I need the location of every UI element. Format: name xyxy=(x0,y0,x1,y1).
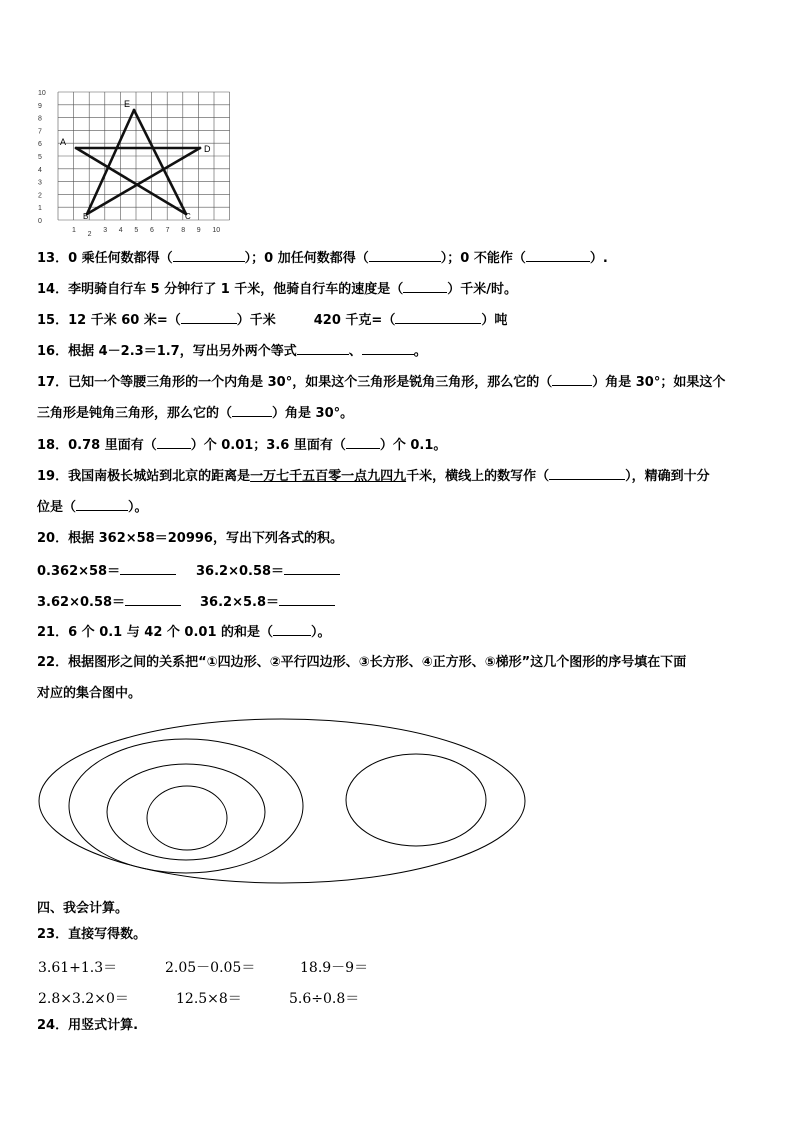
q23-expr-4: 2.8×3.2×0＝ xyxy=(38,991,129,1007)
question-21 xyxy=(37,623,331,642)
y-tick-label: 9 xyxy=(38,102,42,110)
question-20-row-1b xyxy=(196,562,340,581)
q23-expr-3: 18.9－9＝ xyxy=(300,960,369,976)
y-tick-label: 8 xyxy=(38,115,42,123)
question-17-line-2 xyxy=(37,404,353,423)
q20-blank-4[interactable] xyxy=(279,593,335,606)
x-tick-label: 4 xyxy=(118,227,123,234)
q13-blank-2[interactable] xyxy=(369,249,441,262)
question-15 xyxy=(37,311,507,330)
q13-text-2: ）；0 加任何数都得（ xyxy=(244,251,369,266)
y-tick-label: 2 xyxy=(38,192,42,200)
y-axis-labels xyxy=(38,90,46,225)
question-18 xyxy=(37,436,446,455)
q14-blank-1[interactable] xyxy=(403,280,447,293)
q19-blank-1[interactable] xyxy=(549,467,625,480)
x-tick-label: 9 xyxy=(196,227,201,234)
q19-text-1: 19．我国南极长城站到北京的距离是 xyxy=(37,469,251,484)
set-ellipse-3 xyxy=(107,764,265,860)
q19-blank-2[interactable] xyxy=(76,498,128,511)
q15-text-1: 15．12 千米 60 米=（ xyxy=(37,313,181,328)
y-tick-label: 1 xyxy=(38,205,42,213)
question-20-row-1 xyxy=(37,562,176,581)
question-17-line-1 xyxy=(37,373,725,392)
q20-expr-2: 36.2×0.58＝ xyxy=(196,564,285,579)
x-tick-label: 7 xyxy=(165,227,170,234)
q16-text-2: 、 xyxy=(348,344,362,359)
q20-expr-3: 3.62×0.58＝ xyxy=(37,595,126,610)
set-ellipse-right xyxy=(346,754,486,846)
y-tick-label: 4 xyxy=(38,166,42,174)
point-label-b: B xyxy=(83,212,89,221)
q18-text-3: ）个 0.1。 xyxy=(379,438,447,453)
q19-text-2: 千米，横线上的数写作（ xyxy=(406,469,550,484)
x-tick-label: 3 xyxy=(103,227,108,234)
star-edge-be xyxy=(87,110,134,214)
section-4-heading: 四、我会计算。 xyxy=(37,901,129,916)
grid-lines xyxy=(58,92,230,220)
y-tick-label: 6 xyxy=(38,141,42,149)
q18-blank-1[interactable] xyxy=(157,436,191,449)
question-19-line-1 xyxy=(37,467,710,486)
set-diagram xyxy=(30,712,535,894)
q14-text-1: 14．李明骑自行车 5 分钟行了 1 千米，他骑自行车的速度是（ xyxy=(37,282,404,297)
question-20-row-2 xyxy=(37,593,181,612)
q19-text-4: 位是（ xyxy=(37,500,77,515)
q13-blank-1[interactable] xyxy=(173,249,245,262)
point-label-c: C xyxy=(185,212,191,221)
q18-blank-2[interactable] xyxy=(346,436,380,449)
q16-blank-1[interactable] xyxy=(297,342,349,355)
x-tick-label: 8 xyxy=(181,227,186,234)
q23-expr-6: 5.6÷0.8＝ xyxy=(289,991,360,1007)
q13-text-1: 13．0 乘任何数都得（ xyxy=(37,251,173,266)
q16-text-3: 。 xyxy=(413,344,427,359)
q13-blank-3[interactable] xyxy=(526,249,590,262)
x-axis-labels xyxy=(72,227,220,238)
question-20-title: 20．根据 362×58＝20996，写出下列各式的积。 xyxy=(37,531,343,546)
q19-text-5: ）。 xyxy=(128,500,148,515)
point-label-d: D xyxy=(204,144,211,154)
question-13 xyxy=(37,249,608,268)
set-ellipse-2 xyxy=(69,739,303,873)
q17-text-4: ）角是 30°。 xyxy=(272,406,354,421)
x-tick-label: 10 xyxy=(212,227,221,234)
q15-text-4: ）吨 xyxy=(481,313,508,328)
q18-text-1: 18．0.78 里面有（ xyxy=(37,438,157,453)
point-label-e: E xyxy=(124,99,131,109)
star-shape xyxy=(76,110,200,214)
question-22-line-1: 22．根据图形之间的关系把“①四边形、②平行四边形、③长方形、④正方形、⑤梯形”这几个图形的序号填在下面 xyxy=(37,655,687,670)
question-24-title: 24．用竖式计算. xyxy=(37,1018,139,1033)
q16-blank-2[interactable] xyxy=(362,342,414,355)
question-16 xyxy=(37,342,427,361)
question-23-title: 23．直接写得数。 xyxy=(37,927,147,942)
y-tick-label: 7 xyxy=(38,128,42,136)
q15-blank-2[interactable] xyxy=(395,311,481,324)
q15-blank-1[interactable] xyxy=(181,311,237,324)
q19-text-3: ），精确到十分 xyxy=(625,469,710,484)
q23-expr-5: 12.5×8＝ xyxy=(176,991,242,1007)
q13-text-4: ）. xyxy=(589,251,608,266)
q21-text-1: 21．6 个 0.1 与 42 个 0.01 的和是（ xyxy=(37,625,274,640)
x-tick-label: 2 xyxy=(87,231,92,238)
q18-text-2: ）个 0.01；3.6 里面有（ xyxy=(190,438,346,453)
q19-underlined-number: 一万七千五百零一点九四九 xyxy=(250,469,407,484)
q20-expr-4: 36.2×5.8＝ xyxy=(200,595,279,610)
q15-text-3: 420 千克=（ xyxy=(313,313,396,328)
y-tick-label: 3 xyxy=(38,179,42,187)
q17-text-3: 三角形是钝角三角形，那么它的（ xyxy=(37,406,233,421)
y-tick-label: 5 xyxy=(38,154,42,161)
q14-text-2: ）千米/时。 xyxy=(447,282,518,297)
q21-text-2: ）。 xyxy=(311,625,331,640)
question-19-line-2 xyxy=(37,498,148,517)
point-label-a: A xyxy=(60,137,67,147)
star-grid-figure xyxy=(28,82,243,242)
q16-text-1: 16．根据 4－2.3＝1.7，写出另外两个等式 xyxy=(37,344,297,359)
q15-text-2: ）千米 xyxy=(236,313,276,328)
q17-blank-2[interactable] xyxy=(232,404,272,417)
set-ellipse-inner xyxy=(147,786,227,850)
q21-blank-1[interactable] xyxy=(273,623,311,636)
y-tick-label: 0 xyxy=(38,218,42,225)
question-20-row-2b xyxy=(200,593,335,612)
q20-blank-3[interactable] xyxy=(125,593,181,606)
q13-text-3: ）；0 不能作（ xyxy=(440,251,526,266)
q17-text-1: 17．已知一个等腰三角形的一个内角是 30°，如果这个三角形是锐角三角形，那么它的（ xyxy=(37,375,553,390)
x-tick-label: 1 xyxy=(72,227,76,234)
y-tick-label: 10 xyxy=(38,90,46,97)
q17-blank-1[interactable] xyxy=(552,373,592,386)
x-tick-label: 6 xyxy=(150,227,154,234)
q23-expr-1: 3.61+1.3＝ xyxy=(38,960,118,976)
q20-expr-1: 0.362×58＝ xyxy=(37,564,121,579)
q20-blank-2[interactable] xyxy=(284,562,340,575)
question-22-line-2: 对应的集合图中。 xyxy=(37,686,142,701)
q17-text-2: ）角是 30°；如果这个 xyxy=(592,375,726,390)
x-tick-label: 5 xyxy=(134,227,139,234)
question-14 xyxy=(37,280,517,299)
q20-blank-1[interactable] xyxy=(120,562,176,575)
q23-expr-2: 2.05－0.05＝ xyxy=(165,960,256,976)
